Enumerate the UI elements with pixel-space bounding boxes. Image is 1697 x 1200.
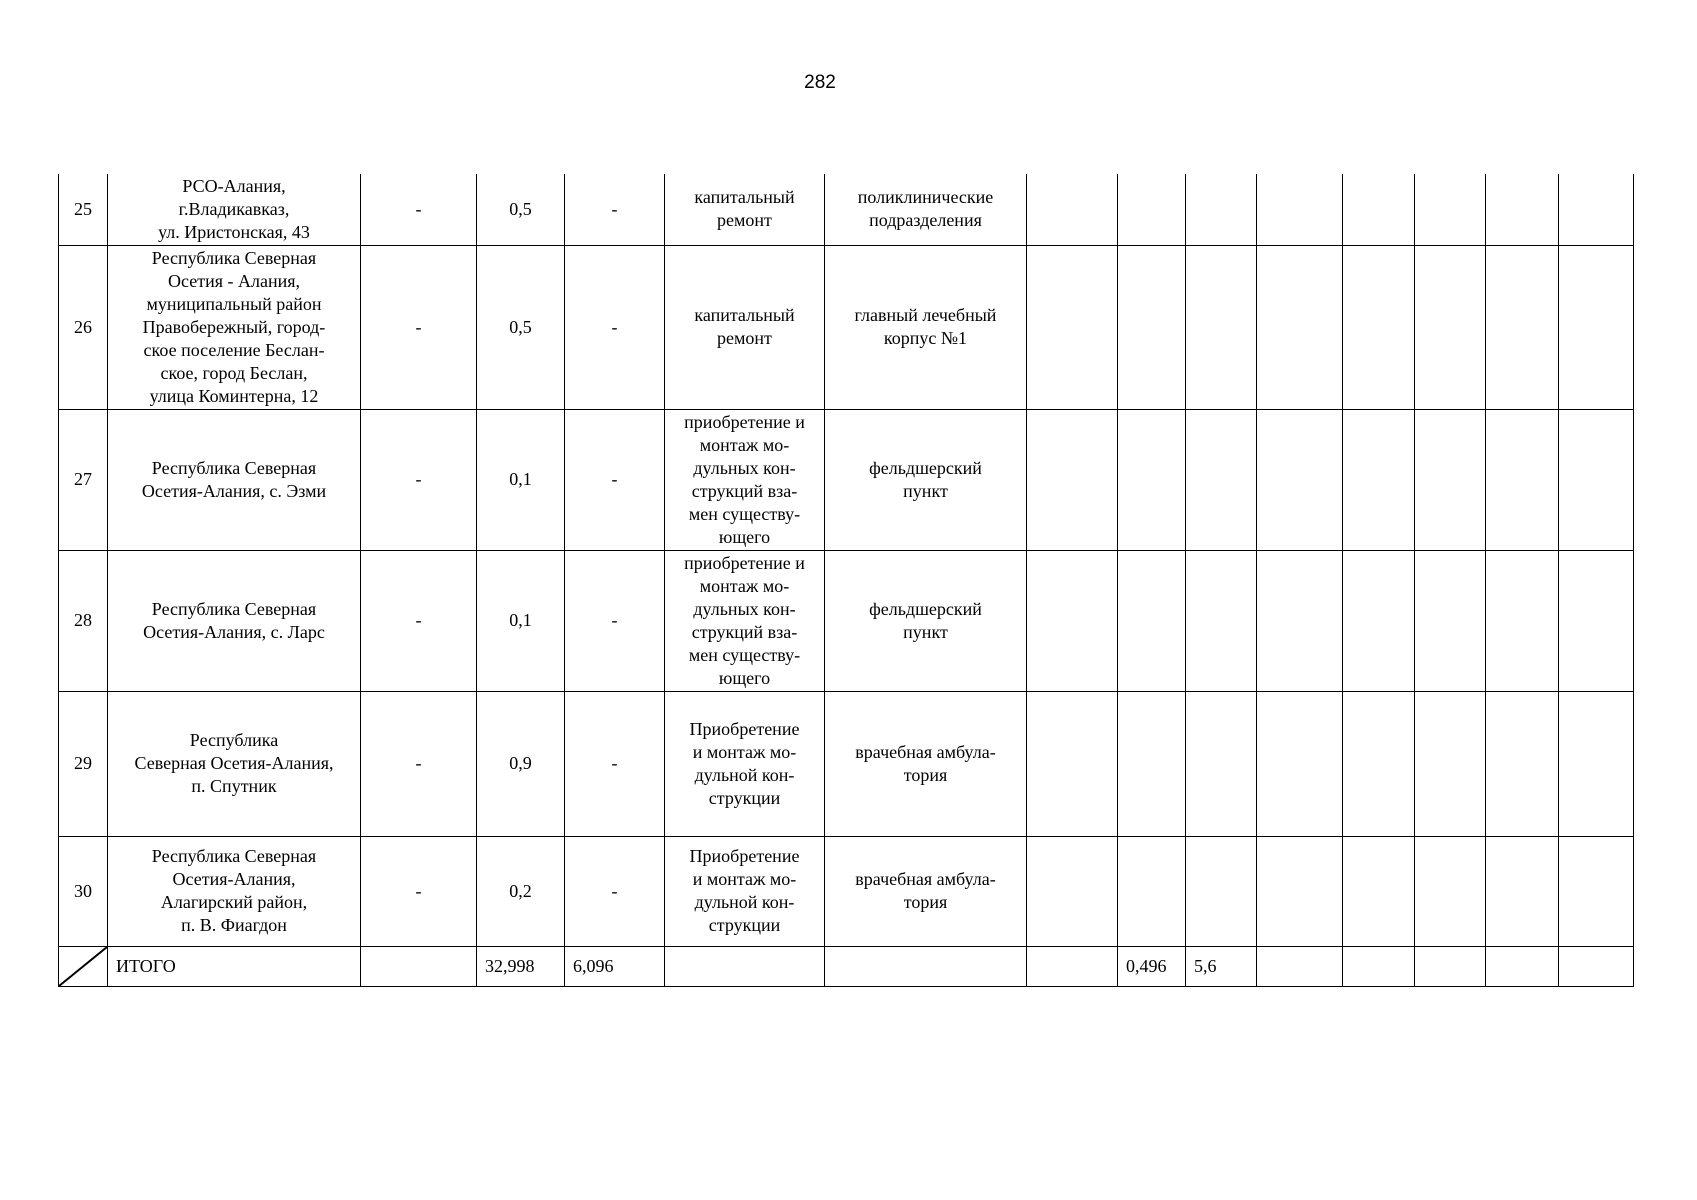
work-type-cell-line: мен существу- — [688, 644, 801, 665]
row-number: 30 — [59, 836, 108, 946]
row-number: 29 — [59, 691, 108, 836]
object-cell — [825, 245, 1027, 409]
data-table — [58, 174, 1634, 987]
empty-cell — [1559, 409, 1634, 550]
empty-cell — [1186, 691, 1257, 836]
empty-cell — [1415, 836, 1486, 946]
work-type-cell-line: ремонт — [717, 328, 772, 348]
empty-cell — [1118, 245, 1186, 409]
empty-cell — [1027, 836, 1118, 946]
empty-cell — [1559, 174, 1634, 245]
address-cell-line: ул. Иристонская, 43 — [158, 221, 310, 242]
work-type-cell-line: дульной кон- — [694, 892, 795, 912]
object-cell-line: врачебная амбула- — [855, 741, 996, 762]
object-cell-line: фельдшерский — [869, 457, 982, 478]
object-cell-line: поликлинические — [857, 187, 994, 208]
table-row — [59, 245, 1634, 409]
empty-cell — [1559, 550, 1634, 691]
total-cell — [1257, 946, 1343, 986]
work-type-cell-line: мен существу- — [688, 503, 801, 524]
work-type-cell-line: капитальный — [694, 187, 795, 208]
value-c3: - — [361, 691, 477, 836]
address-cell-line: Алагирский район, — [160, 892, 308, 912]
work-type-cell-line: ющего — [718, 526, 771, 547]
empty-cell — [1186, 550, 1257, 691]
empty-cell — [1118, 550, 1186, 691]
address-cell-line: Республика Северная — [151, 247, 317, 268]
work-type-cell — [665, 550, 825, 691]
empty-cell — [1118, 836, 1186, 946]
address-cell-line: Республика — [189, 730, 279, 750]
total-c10: 5,6 — [1186, 946, 1257, 986]
total-c9: 0,496 — [1118, 946, 1186, 986]
address-cell — [108, 836, 361, 946]
work-type-cell-line: монтаж мо- — [699, 575, 790, 596]
value-c3: - — [361, 836, 477, 946]
value-c4: 0,5 — [477, 174, 565, 245]
value-c3: - — [361, 245, 477, 409]
empty-cell — [1343, 174, 1415, 245]
work-type-cell-line: Приобретение — [689, 718, 800, 739]
work-type-cell — [665, 245, 825, 409]
work-type-cell-line: струкций вза- — [691, 621, 798, 642]
object-cell — [825, 550, 1027, 691]
value-c5: - — [565, 836, 665, 946]
empty-cell — [1027, 409, 1118, 550]
total-cell — [665, 946, 825, 986]
row-number: 25 — [59, 174, 108, 245]
work-type-cell-line: дульных кон- — [693, 457, 796, 478]
table-row — [59, 550, 1634, 691]
empty-cell — [1027, 550, 1118, 691]
work-type-cell-line: и монтаж мо- — [692, 741, 797, 762]
empty-cell — [1343, 691, 1415, 836]
empty-cell — [1186, 409, 1257, 550]
diagonal-line-icon — [59, 947, 107, 986]
address-cell-line: Республика Северная — [151, 846, 317, 866]
work-type-cell — [665, 174, 825, 245]
empty-cell — [1027, 691, 1118, 836]
work-type-cell-line: ремонт — [717, 210, 772, 231]
object-cell-line: пункт — [903, 480, 948, 501]
empty-cell — [1486, 245, 1559, 409]
address-cell — [108, 174, 361, 245]
empty-cell — [1343, 550, 1415, 691]
address-cell-line: Осетия-Алания, — [172, 869, 296, 889]
work-type-cell — [665, 691, 825, 836]
empty-cell — [1186, 836, 1257, 946]
empty-cell — [1415, 550, 1486, 691]
empty-cell — [1486, 691, 1559, 836]
value-c3: - — [361, 550, 477, 691]
object-cell-line: фельдшерский — [869, 598, 982, 619]
address-cell-line: г.Владикавказ, — [178, 198, 290, 219]
address-cell-line: ское поселение Беслан- — [143, 339, 325, 360]
empty-cell — [1559, 691, 1634, 836]
table-row — [59, 691, 1634, 836]
address-cell-line: п. Спутник — [191, 776, 277, 796]
work-type-cell-line: ющего — [718, 667, 771, 688]
row-number: 28 — [59, 550, 108, 691]
row-number: 27 — [59, 409, 108, 550]
total-cell — [1027, 946, 1118, 986]
address-cell-line: Республика Северная — [151, 457, 317, 478]
value-c4: 0,9 — [477, 691, 565, 836]
address-cell-line: улица Коминтерна, 12 — [149, 385, 319, 406]
value-c4: 0,5 — [477, 245, 565, 409]
value-c4: 0,1 — [477, 550, 565, 691]
work-type-cell-line: капитальный — [694, 305, 795, 325]
table-row — [59, 174, 1634, 245]
empty-cell — [1415, 691, 1486, 836]
address-cell-line: муниципальный район — [146, 293, 322, 314]
page-number: 282 — [804, 72, 836, 93]
object-cell-line: тория — [903, 764, 948, 785]
empty-cell — [1559, 245, 1634, 409]
empty-cell — [1415, 174, 1486, 245]
work-type-cell-line: и монтаж мо- — [692, 869, 797, 889]
total-c5: 6,096 — [565, 946, 665, 986]
value-c4: 0,1 — [477, 409, 565, 550]
empty-cell — [1257, 409, 1343, 550]
object-cell — [825, 836, 1027, 946]
total-c4: 32,998 — [477, 946, 565, 986]
value-c5: - — [565, 550, 665, 691]
empty-cell — [1257, 245, 1343, 409]
object-cell-line: главный лечебный — [854, 305, 997, 325]
work-type-cell-line: монтаж мо- — [699, 434, 790, 455]
empty-cell — [1118, 691, 1186, 836]
row-number: 26 — [59, 245, 108, 409]
empty-cell — [1027, 174, 1118, 245]
value-c5: - — [565, 174, 665, 245]
object-cell — [825, 174, 1027, 245]
empty-cell — [1118, 174, 1186, 245]
value-c3: - — [361, 409, 477, 550]
empty-cell — [1486, 409, 1559, 550]
work-type-cell-line: дульных кон- — [693, 598, 796, 619]
total-cell — [361, 946, 477, 986]
empty-cell — [1343, 836, 1415, 946]
work-type-cell-line: приобретение и — [684, 552, 805, 573]
empty-cell — [1118, 409, 1186, 550]
value-c5: - — [565, 691, 665, 836]
object-cell-line: тория — [903, 892, 948, 912]
value-c4: 0,2 — [477, 836, 565, 946]
total-cell — [1343, 946, 1415, 986]
address-cell-line: Правобережный, город- — [142, 316, 326, 337]
work-type-cell-line: струкций вза- — [691, 480, 798, 501]
table-row — [59, 409, 1634, 550]
empty-cell — [1415, 245, 1486, 409]
work-type-cell — [665, 409, 825, 550]
address-cell-line: Осетия - Алания, — [168, 270, 300, 291]
diagonal-cell — [59, 946, 108, 986]
empty-cell — [1343, 245, 1415, 409]
empty-cell — [1257, 174, 1343, 245]
empty-cell — [1343, 409, 1415, 550]
object-cell-line: пункт — [903, 621, 948, 642]
address-cell-line: п. В. Фиагдон — [181, 915, 287, 935]
empty-cell — [1257, 550, 1343, 691]
value-c5: - — [565, 245, 665, 409]
address-cell-line: Республика Северная — [151, 598, 317, 619]
total-cell — [825, 946, 1027, 986]
object-cell-line: подразделения — [869, 210, 982, 231]
value-c5: - — [565, 409, 665, 550]
total-cell — [1486, 946, 1559, 986]
address-cell-line: Осетия-Алания, с. Эзми — [141, 480, 327, 501]
empty-cell — [1186, 174, 1257, 245]
address-cell — [108, 691, 361, 836]
address-cell-line: Северная Осетия-Алания, — [134, 753, 334, 773]
empty-cell — [1559, 836, 1634, 946]
work-type-cell-line: дульной кон- — [694, 764, 795, 785]
total-cell — [1415, 946, 1486, 986]
total-cell — [1559, 946, 1634, 986]
empty-cell — [1257, 691, 1343, 836]
value-c3: - — [361, 174, 477, 245]
work-type-cell — [665, 836, 825, 946]
empty-cell — [1186, 245, 1257, 409]
empty-cell — [1486, 550, 1559, 691]
address-cell — [108, 245, 361, 409]
empty-cell — [1257, 836, 1343, 946]
address-cell — [108, 409, 361, 550]
table-row — [59, 836, 1634, 946]
address-cell — [108, 550, 361, 691]
empty-cell — [1415, 409, 1486, 550]
object-cell-line: врачебная амбула- — [855, 869, 996, 889]
empty-cell — [1486, 174, 1559, 245]
empty-cell — [1486, 836, 1559, 946]
empty-cell — [1027, 245, 1118, 409]
total-row — [59, 946, 1634, 986]
work-type-cell-line: Приобретение — [689, 846, 800, 866]
address-cell-line: РСО-Алания, — [182, 175, 286, 196]
object-cell — [825, 409, 1027, 550]
work-type-cell-line: приобретение и — [684, 411, 805, 432]
total-label: ИТОГО — [108, 946, 361, 986]
address-cell-line: Осетия-Алания, с. Ларс — [143, 621, 325, 642]
object-cell-line: корпус №1 — [883, 328, 968, 348]
object-cell — [825, 691, 1027, 836]
work-type-cell-line: струкции — [708, 915, 781, 935]
address-cell-line: ское, город Беслан, — [160, 362, 308, 383]
work-type-cell-line: струкции — [708, 787, 781, 808]
